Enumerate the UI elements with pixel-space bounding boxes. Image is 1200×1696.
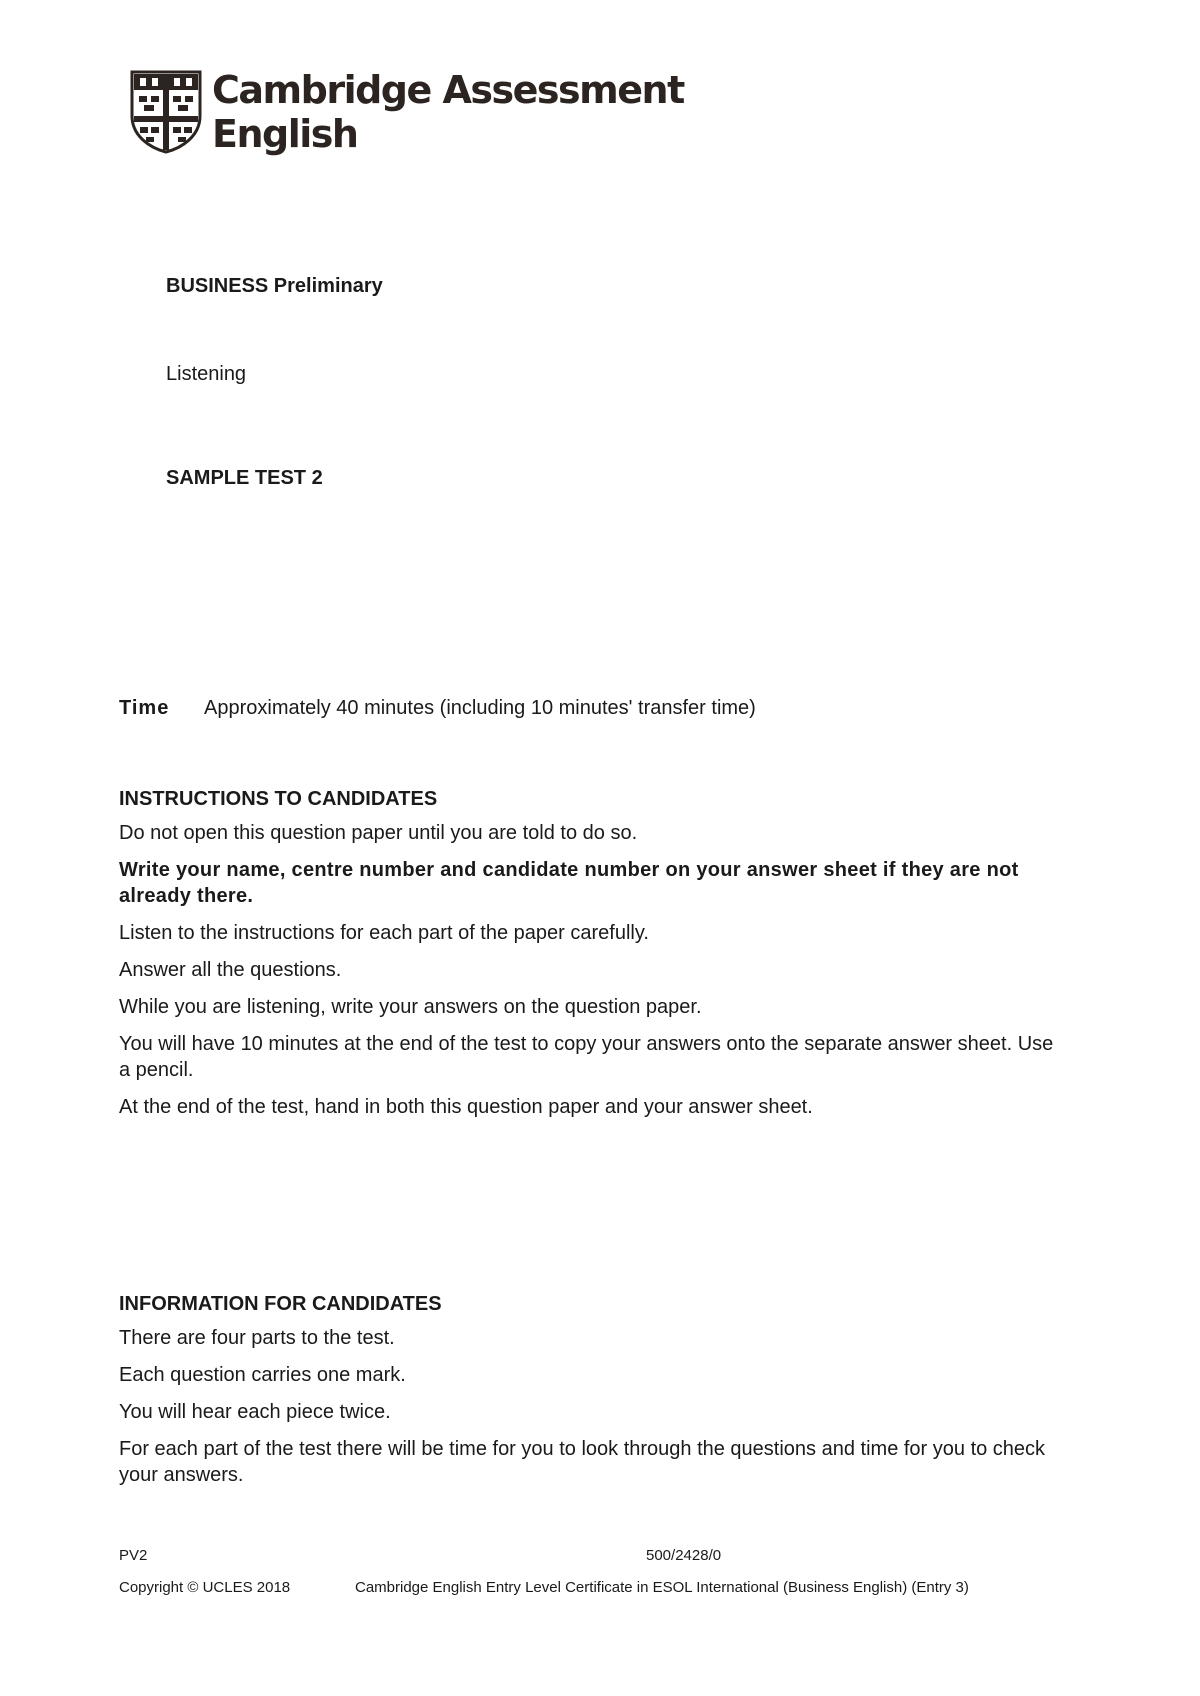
information-item: You will hear each piece twice. [119,1401,391,1423]
instructions-heading: INSTRUCTIONS TO CANDIDATES [119,788,438,810]
information-section [119,1291,1069,1499]
footer-copyright: Copyright © UCLES 2018 [119,1579,291,1596]
instructions-section [119,786,1069,1131]
instruction-item: Write your name, centre number and candidate number on your answer sheet if they are not already there. [119,859,1019,907]
time-value: Approximately 40 minutes (including 10 minutes' transfer time) [204,697,756,719]
exam-paper: Listening [166,363,247,385]
exam-title: BUSINESS Preliminary [166,275,383,297]
instruction-item: Answer all the questions. [119,959,342,981]
footer-certificate-name: Cambridge English Entry Level Certificate in ESOL International (Business English) (Entry 3) [355,1579,969,1596]
sample-test-label: SAMPLE TEST 2 [166,467,323,489]
time-label: Time [119,697,170,719]
footer-version-code: PV2 [119,1547,148,1564]
instruction-item: You will have 10 minutes at the end of the test to copy your answers onto the separate answer sheet. Use a pencil. [119,1033,1054,1081]
cambridge-logo [130,68,684,160]
instruction-item: At the end of the test, hand in both this question paper and your answer sheet. [119,1096,813,1118]
information-item: Each question carries one mark. [119,1364,406,1386]
instruction-item: Listen to the instructions for each part of the paper carefully. [119,922,649,944]
information-heading: INFORMATION FOR CANDIDATES [119,1293,442,1315]
logo-line-2: English [212,112,358,156]
footer-qualification-number: 500/2428/0 [646,1547,722,1564]
instruction-item: While you are listening, write your answers on the question paper. [119,996,702,1018]
instruction-item: Do not open this question paper until you are told to do so. [119,822,638,844]
information-item: There are four parts to the test. [119,1327,395,1349]
information-item: For each part of the test there will be time for you to look through the questions and time for you to check your answers. [119,1438,1046,1486]
logo-wordmark [212,68,684,156]
shield-crest-icon [130,70,202,154]
logo-line-1: Cambridge Assessment [212,68,684,112]
